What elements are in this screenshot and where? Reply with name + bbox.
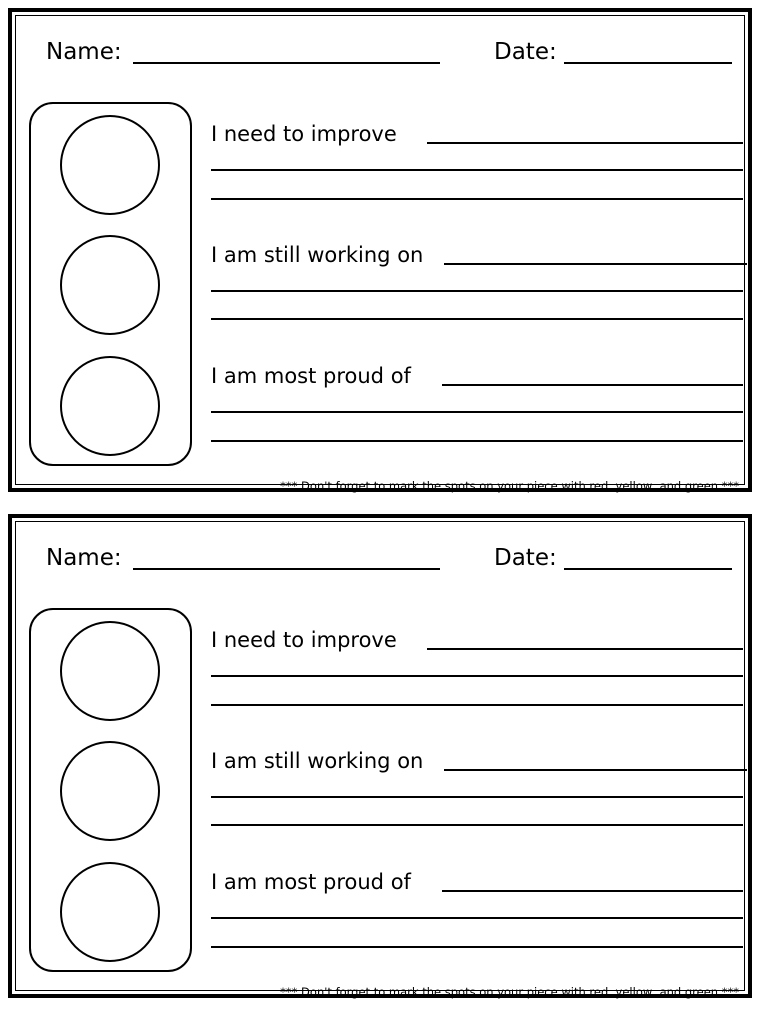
- prompt-improve: I need to improve: [211, 628, 397, 652]
- working-on-blank-line[interactable]: [211, 824, 743, 826]
- date-blank-line[interactable]: [564, 62, 732, 64]
- improve-blank-line[interactable]: [211, 704, 743, 706]
- footer-note: *** Don't forget to mark the spots on your piece with red, yellow, and green ***: [280, 479, 739, 493]
- green-light-circle[interactable]: [60, 356, 160, 456]
- working-on-blank-line[interactable]: [444, 263, 747, 265]
- name-blank-line[interactable]: [133, 62, 440, 64]
- proud-of-blank-line[interactable]: [442, 384, 743, 386]
- green-light-circle[interactable]: [60, 862, 160, 962]
- prompt-improve: I need to improve: [211, 122, 397, 146]
- red-light-circle[interactable]: [60, 115, 160, 215]
- proud-of-blank-line[interactable]: [211, 411, 743, 413]
- yellow-light-circle[interactable]: [60, 235, 160, 335]
- proud-of-blank-line[interactable]: [211, 440, 743, 442]
- name-blank-line[interactable]: [133, 568, 440, 570]
- name-label: Name:: [46, 545, 122, 571]
- prompt-working-on: I am still working on: [211, 243, 424, 267]
- yellow-light-circle[interactable]: [60, 741, 160, 841]
- proud-of-blank-line[interactable]: [211, 917, 743, 919]
- prompt-proud-of: I am most proud of: [211, 870, 411, 894]
- working-on-blank-line[interactable]: [211, 290, 743, 292]
- working-on-blank-line[interactable]: [444, 769, 747, 771]
- improve-blank-line[interactable]: [211, 198, 743, 200]
- working-on-blank-line[interactable]: [211, 796, 743, 798]
- improve-blank-line[interactable]: [211, 675, 743, 677]
- date-label: Date:: [494, 545, 557, 571]
- prompt-proud-of: I am most proud of: [211, 364, 411, 388]
- date-label: Date:: [494, 39, 557, 65]
- reflection-card: [8, 514, 752, 998]
- date-blank-line[interactable]: [564, 568, 732, 570]
- improve-blank-line[interactable]: [427, 142, 743, 144]
- card-inner-border: [15, 15, 745, 493]
- prompt-working-on: I am still working on: [211, 749, 424, 773]
- working-on-blank-line[interactable]: [211, 318, 743, 320]
- improve-blank-line[interactable]: [211, 169, 743, 171]
- card-inner-border: [15, 521, 745, 999]
- traffic-light-icon: [29, 102, 192, 466]
- name-label: Name:: [46, 39, 122, 65]
- footer-note: *** Don't forget to mark the spots on your piece with red, yellow, and green ***: [280, 985, 739, 999]
- reflection-card: [8, 8, 752, 492]
- improve-blank-line[interactable]: [427, 648, 743, 650]
- proud-of-blank-line[interactable]: [442, 890, 743, 892]
- traffic-light-icon: [29, 608, 192, 972]
- red-light-circle[interactable]: [60, 621, 160, 721]
- proud-of-blank-line[interactable]: [211, 946, 743, 948]
